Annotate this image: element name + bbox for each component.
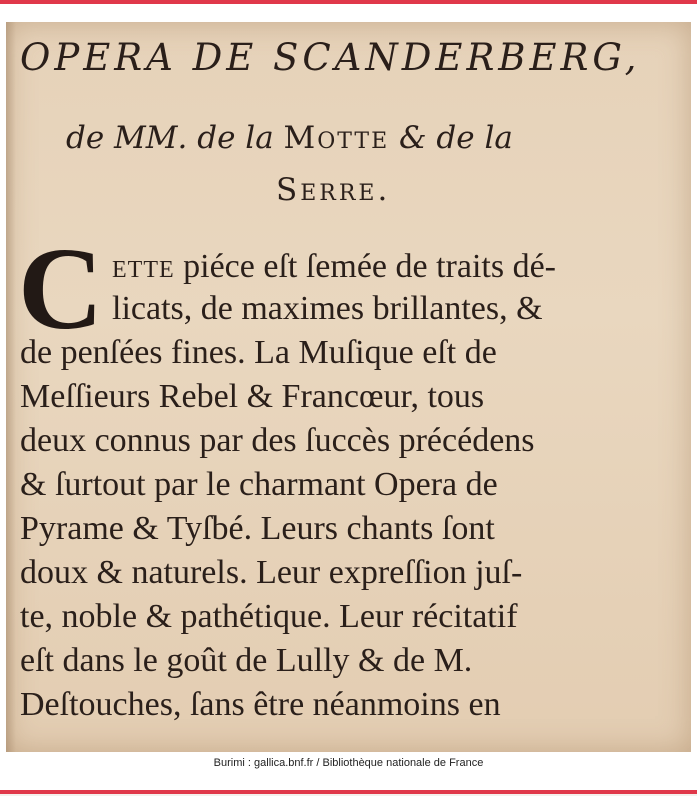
text-line: Meſſieurs Rebel & Francœur, tous — [20, 378, 485, 415]
text-line: licats, de maximes brillantes, & — [112, 290, 543, 327]
drop-cap: C — [18, 223, 104, 354]
subtitle-author-name: Motte — [283, 120, 390, 156]
text-line: doux & naturels. Leur expreſſion juſ- — [20, 554, 523, 591]
subtitle-mid: & de la — [389, 120, 513, 156]
document-subtitle — [66, 120, 686, 164]
scanned-document — [6, 22, 691, 752]
text-line: Pyrame & Tyſbé. Leurs chants ſont — [20, 510, 495, 547]
text-line: Deſtouches, ſans être néanmoins en — [20, 686, 501, 723]
text-line: de penſées fines. La Muſique eſt de — [20, 334, 497, 371]
scan-shadow-edge — [6, 22, 16, 752]
text-line: eſt dans le goût de Lully & de M. — [20, 642, 473, 679]
text-line: deux connus par des ſuccès précédens — [20, 422, 535, 459]
source-caption: Burimi : gallica.bnf.fr / Bibliothèque nationale de France — [213, 757, 484, 769]
document-subtitle-line2: Serre. — [276, 172, 391, 208]
text-line: & ſurtout par le charmant Opera de — [20, 466, 498, 503]
page-frame — [0, 4, 697, 790]
first-line-rest: piéce eſt ſemée de traits dé- — [174, 248, 556, 285]
subtitle-prefix: de MM. de la — [66, 120, 284, 156]
bottom-accent-bar — [0, 790, 697, 794]
first-line-caps: ette — [112, 248, 175, 285]
text-line: te, noble & pathétique. Leur récitatif — [20, 598, 518, 635]
text-line-first — [112, 246, 556, 288]
document-title: OPERA DE SCANDERBERG, — [20, 36, 641, 79]
